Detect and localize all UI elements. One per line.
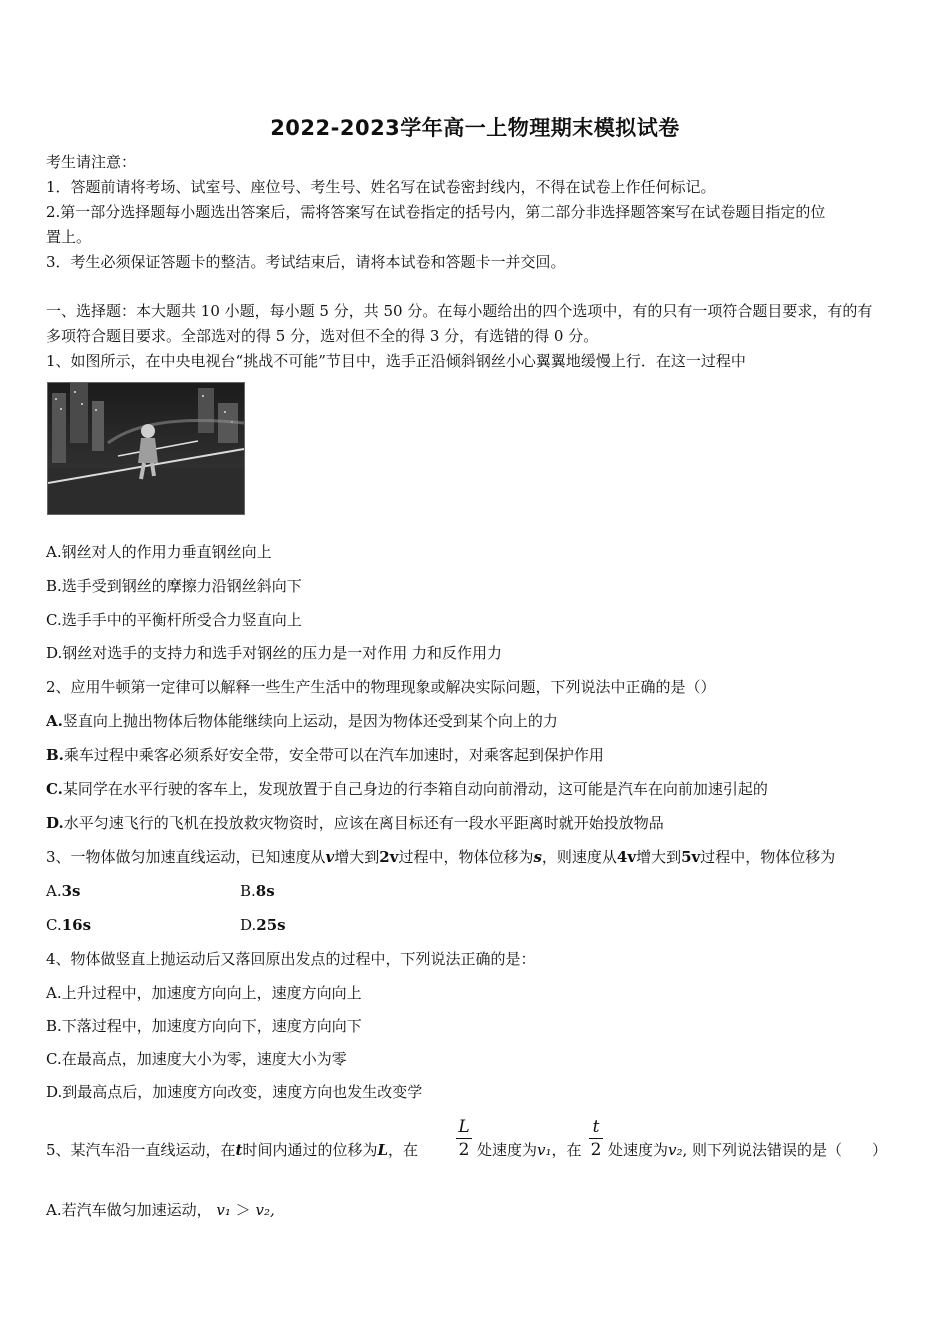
q5-stem-start xyxy=(46,1140,418,1160)
q3-stem-part: 3、一物体做匀加速直线运动，已知速度从 xyxy=(46,848,326,866)
q5-option-a-gt: ＞ xyxy=(235,1201,251,1219)
q5-option-a-text: A.若汽车做匀加速运动， xyxy=(46,1201,212,1219)
q3-option-a-letter: A. xyxy=(46,882,62,900)
q1-stem: 1、如图所示，在中央电视台“挑战不可能”节目中，选手正沿倾斜钢丝小心翼翼地缓慢上行．在这一过程中 xyxy=(46,352,746,370)
fraction-numerator: t xyxy=(592,1117,600,1137)
q5-stem-part: ，在 xyxy=(388,1141,419,1159)
q3-stem-part: 增大到 xyxy=(334,848,380,866)
q3-option-d-letter: D. xyxy=(240,916,257,934)
q2-option-d xyxy=(46,813,664,833)
q1-option-c: C.选手手中的平衡杆所受合力竖直向上 xyxy=(46,611,302,629)
q3-option-b xyxy=(240,881,275,901)
q5-stem-part: 处速度为 xyxy=(477,1141,538,1159)
page-title: 2022-2023学年高一上物理期末模拟试卷 xyxy=(270,116,680,140)
fraction-numerator: L xyxy=(458,1117,470,1137)
q2-option-a xyxy=(46,711,558,731)
q3-option-a-text: 3s xyxy=(61,882,81,900)
q3-stem-part: 过程中，物体位移为 xyxy=(398,848,534,866)
fraction-bar xyxy=(589,1138,603,1139)
notice-item-3: 3．考生必须保证答题卡的整洁。考试结束后，请将本试卷和答题卡一并交回。 xyxy=(46,253,566,271)
q3-stem-part: ，则速度从 xyxy=(541,848,617,866)
q4-stem: 4、物体做竖直上抛运动后又落回原出发点的过程中，下列说法正确的是： xyxy=(46,950,536,968)
q3-option-b-letter: B. xyxy=(240,882,256,900)
q2-stem: 2、应用牛顿第一定律可以解释一些生产生活中的物理现象或解决实际问题，下列说法中正确的是（） xyxy=(46,678,716,696)
q3-stem-part: 过程中，物体位移为 xyxy=(700,848,836,866)
q1-tightrope-photo xyxy=(47,382,245,515)
q5-fraction-L-over-2 xyxy=(456,1117,472,1160)
q5-stem-mid xyxy=(477,1140,582,1160)
q2-option-b-letter: B. xyxy=(46,746,64,764)
q4-option-b: B.下落过程中，加速度方向向下，速度方向向下 xyxy=(46,1017,362,1035)
q2-option-c-text: 某同学在水平行驶的客车上，发现放置于自己身边的行李箱自动向前滑动，这可能是汽车在向前加速引起的 xyxy=(62,780,768,798)
q5-option-a-v1: v₁ xyxy=(216,1201,231,1219)
q3-option-b-text: 8s xyxy=(255,882,275,900)
q3-option-a xyxy=(46,881,81,901)
q5-var-v1: v₁ xyxy=(537,1141,552,1159)
q2-option-b xyxy=(46,745,604,765)
q2-option-b-text: 乘车过程中乘客必须系好安全带，安全带可以在汽车加速时，对乘客起到保护作用 xyxy=(63,746,604,764)
fraction-denominator: 2 xyxy=(590,1140,602,1160)
q5-var-v2: v₂ xyxy=(668,1141,683,1159)
q4-option-d: D.到最高点后，加速度方向改变，速度方向也发生改变学 xyxy=(46,1083,423,1101)
q3-var-5v: 5v xyxy=(681,848,701,866)
q5-option-a-v2: v₂, xyxy=(255,1201,275,1219)
tightrope-image xyxy=(48,383,244,514)
q3-var-2v: 2v xyxy=(379,848,399,866)
q3-stem xyxy=(46,847,835,867)
q4-option-c: C.在最高点，加速度大小为零，速度大小为零 xyxy=(46,1050,347,1068)
q2-option-d-text: 水平匀速飞行的飞机在投放救灾物资时，应该在离目标还有一段水平距离时就开始投放物品 xyxy=(63,814,664,832)
q3-option-c-letter: C. xyxy=(46,916,62,934)
notice-item-1: 1．答题前请将考场、试室号、座位号、考生号、姓名写在试卷密封线内，不得在试卷上作任何标记。 xyxy=(46,178,716,196)
q2-option-c-letter: C. xyxy=(46,780,63,798)
q5-stem-end xyxy=(608,1140,887,1160)
q1-option-d: D.钢丝对选手的支持力和选手对钢丝的压力是一对作用 力和反作用力 xyxy=(46,644,503,662)
q3-var-4v: 4v xyxy=(616,848,637,866)
q5-stem-part: 处速度为 xyxy=(608,1141,669,1159)
notice-item-2-cont: 置上。 xyxy=(46,228,92,246)
q2-option-a-letter: A. xyxy=(46,712,63,730)
q5-stem-part: ，在 xyxy=(551,1141,582,1159)
q2-option-c xyxy=(46,779,768,799)
q3-stem-part: 增大到 xyxy=(636,848,682,866)
fraction-denominator: 2 xyxy=(458,1140,470,1160)
q5-stem-part: 5、某汽车沿一直线运动，在 xyxy=(46,1141,236,1159)
q5-var-t: t xyxy=(235,1141,243,1159)
q3-option-d-text: 25s xyxy=(256,916,286,934)
q3-option-c-text: 16s xyxy=(61,916,92,934)
q3-option-d xyxy=(240,915,286,935)
section-heading-line1: 一、选择题：本大题共 10 小题，每小题 5 分，共 50 分。在每小题给出的四个选项中，有的只有一项符合题目要求，有的有 xyxy=(46,302,873,320)
q5-var-L: L xyxy=(377,1141,389,1159)
notice-item-2: 2.第一部分选择题每小题选出答案后，需将答案写在试卷指定的括号内，第二部分非选择题答案写在试卷题目指定的位 xyxy=(46,203,826,221)
notice-heading: 考生请注意： xyxy=(46,153,137,171)
q5-stem-part: , 则下列说法错误的是（ ） xyxy=(682,1141,888,1159)
q2-option-a-text: 竖直向上抛出物体后物体能继续向上运动，是因为物体还受到某个向上的力 xyxy=(62,712,558,730)
q1-option-b: B.选手受到钢丝的摩擦力沿钢丝斜向下 xyxy=(46,577,302,595)
q4-option-a: A.上升过程中，加速度方向向上，速度方向向上 xyxy=(46,984,362,1002)
q3-option-c xyxy=(46,915,91,935)
q3-var-s: s xyxy=(533,848,542,866)
q2-option-d-letter: D. xyxy=(46,814,64,832)
q1-option-a: A.钢丝对人的作用力垂直钢丝向上 xyxy=(46,543,272,561)
q5-fraction-t-over-2 xyxy=(589,1117,603,1160)
section-heading-line2: 多项符合题目要求。全部选对的得 5 分，选对但不全的得 3 分，有选错的得 0 分。 xyxy=(46,327,599,345)
q5-stem-part: 时间内通过的位移为 xyxy=(242,1141,378,1159)
q5-option-a xyxy=(46,1200,275,1220)
q3-var-v: v xyxy=(325,848,335,866)
fraction-bar xyxy=(456,1138,472,1139)
